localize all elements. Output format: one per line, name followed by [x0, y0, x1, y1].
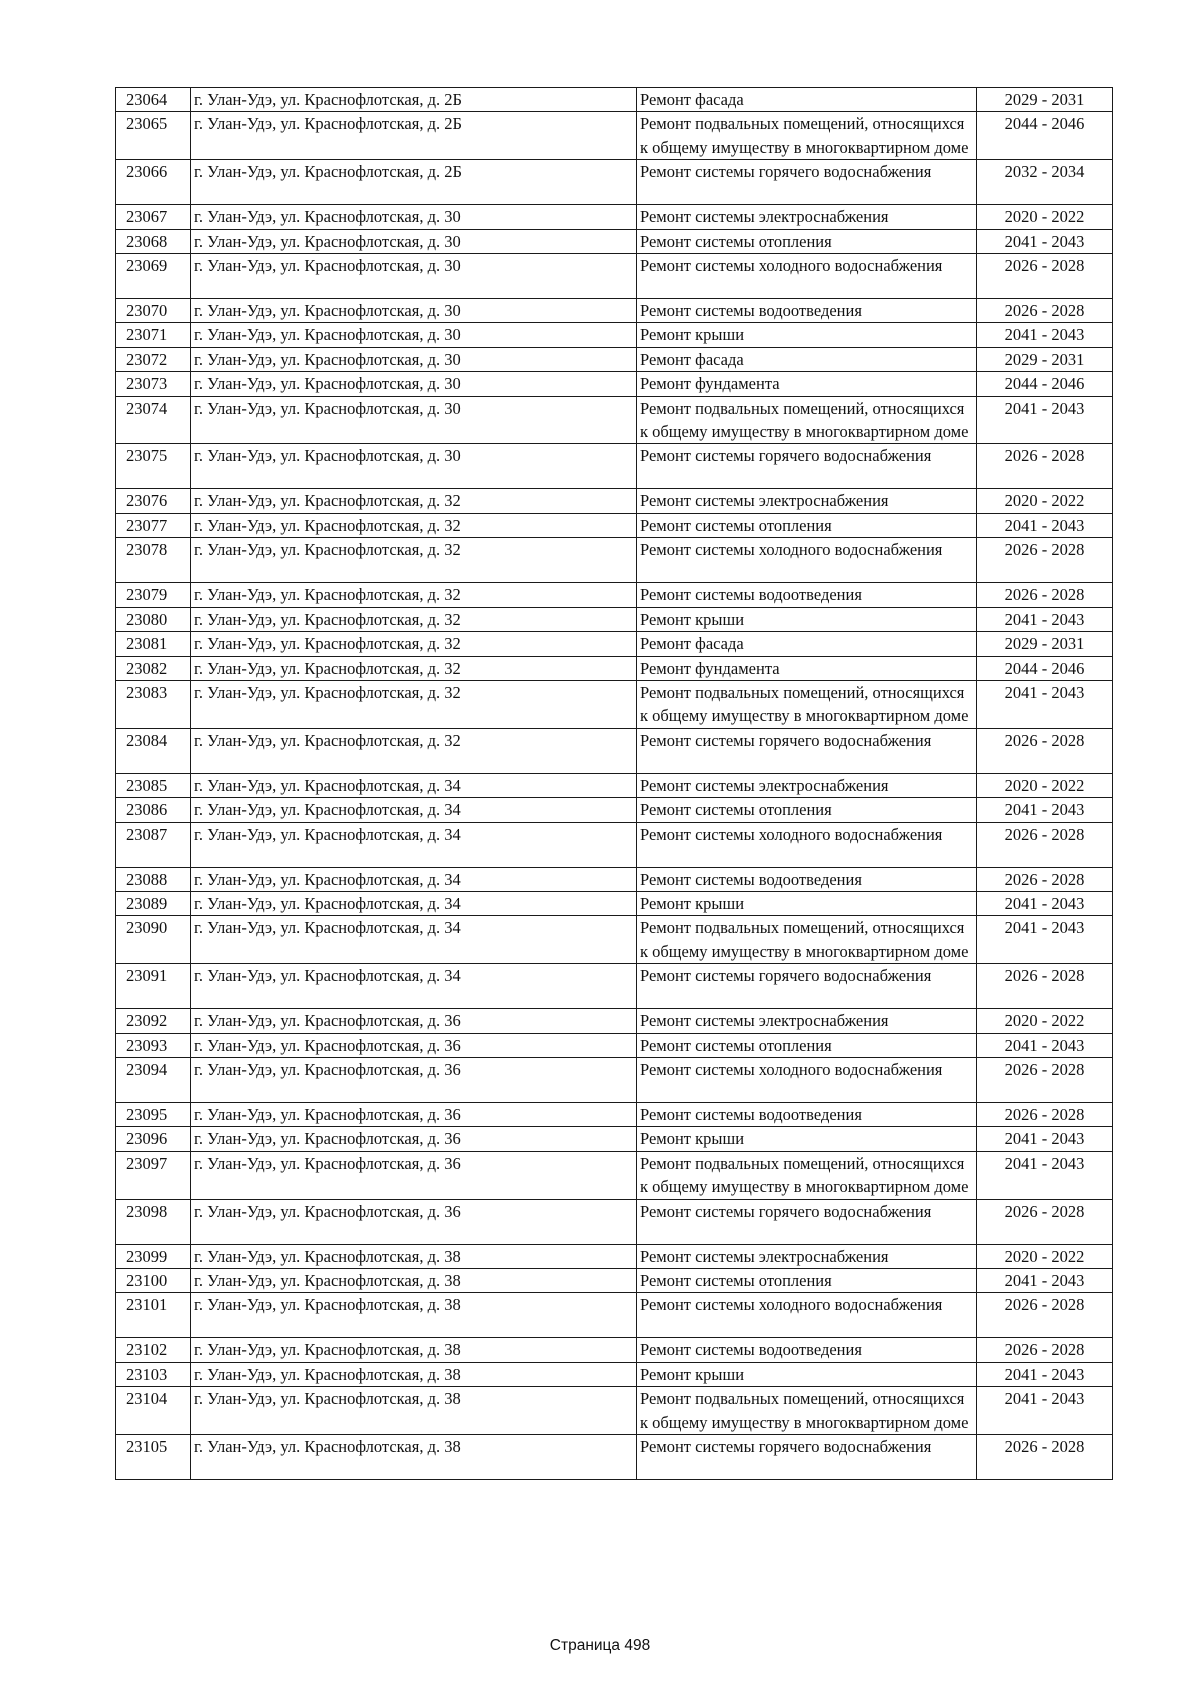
- period-cell: 2041 - 2043: [977, 1127, 1113, 1151]
- work-type-cell: Ремонт системы электроснабжения: [637, 773, 977, 797]
- work-type-cell: Ремонт системы отопления: [637, 513, 977, 537]
- work-type-cell: Ремонт системы горячего водоснабжения: [637, 444, 977, 489]
- period-cell: 2041 - 2043: [977, 798, 1113, 822]
- row-id-cell: 23077: [116, 513, 191, 537]
- table-row: [116, 680, 1113, 728]
- table-row: [116, 396, 1113, 444]
- work-type-cell: Ремонт системы водоотведения: [637, 1102, 977, 1126]
- period-cell: 2041 - 2043: [977, 229, 1113, 253]
- row-id-cell: 23075: [116, 444, 191, 489]
- address-cell: г. Улан-Удэ, ул. Краснофлотская, д. 36: [191, 1151, 637, 1199]
- address-cell: г. Улан-Удэ, ул. Краснофлотская, д. 36: [191, 1057, 637, 1102]
- address-cell: г. Улан-Удэ, ул. Краснофлотская, д. 32: [191, 607, 637, 631]
- address-cell: г. Улан-Удэ, ул. Краснофлотская, д. 38: [191, 1435, 637, 1480]
- period-cell: 2041 - 2043: [977, 1362, 1113, 1386]
- work-type-cell: Ремонт системы горячего водоснабжения: [637, 1435, 977, 1480]
- table-row: [116, 1199, 1113, 1244]
- address-cell: г. Улан-Удэ, ул. Краснофлотская, д. 36: [191, 1127, 637, 1151]
- work-type-cell: Ремонт фундамента: [637, 656, 977, 680]
- table-row: [116, 444, 1113, 489]
- address-cell: г. Улан-Удэ, ул. Краснофлотская, д. 32: [191, 513, 637, 537]
- period-cell: 2020 - 2022: [977, 205, 1113, 229]
- period-cell: 2020 - 2022: [977, 489, 1113, 513]
- address-cell: г. Улан-Удэ, ул. Краснофлотская, д. 38: [191, 1269, 637, 1293]
- work-type-cell: Ремонт системы электроснабжения: [637, 489, 977, 513]
- row-id-cell: 23081: [116, 632, 191, 656]
- address-cell: г. Улан-Удэ, ул. Краснофлотская, д. 32: [191, 728, 637, 773]
- table-row: [116, 299, 1113, 323]
- work-type-cell: Ремонт системы электроснабжения: [637, 1009, 977, 1033]
- table-row: [116, 1057, 1113, 1102]
- period-cell: 2026 - 2028: [977, 1057, 1113, 1102]
- table-row: [116, 489, 1113, 513]
- address-cell: г. Улан-Удэ, ул. Краснофлотская, д. 38: [191, 1387, 637, 1435]
- period-cell: 2026 - 2028: [977, 728, 1113, 773]
- table-row: [116, 160, 1113, 205]
- table-row: [116, 538, 1113, 583]
- period-cell: 2041 - 2043: [977, 680, 1113, 728]
- period-cell: 2026 - 2028: [977, 822, 1113, 867]
- table-row: [116, 1244, 1113, 1268]
- work-type-cell: Ремонт подвальных помещений, относящихся к общему имуществу в многоквартирном доме: [637, 112, 977, 160]
- address-cell: г. Улан-Удэ, ул. Краснофлотская, д. 34: [191, 867, 637, 891]
- row-id-cell: 23070: [116, 299, 191, 323]
- work-type-cell: Ремонт крыши: [637, 891, 977, 915]
- work-type-cell: Ремонт подвальных помещений, относящихся к общему имуществу в многоквартирном доме: [637, 680, 977, 728]
- work-type-cell: Ремонт крыши: [637, 323, 977, 347]
- table-row: [116, 372, 1113, 396]
- work-type-cell: Ремонт системы холодного водоснабжения: [637, 538, 977, 583]
- address-cell: г. Улан-Удэ, ул. Краснофлотская, д. 38: [191, 1362, 637, 1386]
- table-row: [116, 822, 1113, 867]
- period-cell: 2026 - 2028: [977, 583, 1113, 607]
- row-id-cell: 23083: [116, 680, 191, 728]
- table-row: [116, 632, 1113, 656]
- period-cell: 2026 - 2028: [977, 1435, 1113, 1480]
- period-cell: 2044 - 2046: [977, 656, 1113, 680]
- address-cell: г. Улан-Удэ, ул. Краснофлотская, д. 34: [191, 891, 637, 915]
- period-cell: 2041 - 2043: [977, 1387, 1113, 1435]
- row-id-cell: 23097: [116, 1151, 191, 1199]
- table-row: [116, 323, 1113, 347]
- address-cell: г. Улан-Удэ, ул. Краснофлотская, д. 36: [191, 1102, 637, 1126]
- table-row: [116, 1387, 1113, 1435]
- work-type-cell: Ремонт системы горячего водоснабжения: [637, 1199, 977, 1244]
- table-row: [116, 867, 1113, 891]
- work-type-cell: Ремонт крыши: [637, 1127, 977, 1151]
- work-type-cell: Ремонт фундамента: [637, 372, 977, 396]
- address-cell: г. Улан-Удэ, ул. Краснофлотская, д. 32: [191, 680, 637, 728]
- table-row: [116, 1362, 1113, 1386]
- work-type-cell: Ремонт подвальных помещений, относящихся к общему имуществу в многоквартирном доме: [637, 1151, 977, 1199]
- row-id-cell: 23094: [116, 1057, 191, 1102]
- address-cell: г. Улан-Удэ, ул. Краснофлотская, д. 36: [191, 1009, 637, 1033]
- address-cell: г. Улан-Удэ, ул. Краснофлотская, д. 34: [191, 822, 637, 867]
- row-id-cell: 23102: [116, 1338, 191, 1362]
- row-id-cell: 23065: [116, 112, 191, 160]
- work-type-cell: Ремонт системы горячего водоснабжения: [637, 728, 977, 773]
- row-id-cell: 23105: [116, 1435, 191, 1480]
- row-id-cell: 23086: [116, 798, 191, 822]
- table-row: [116, 229, 1113, 253]
- row-id-cell: 23066: [116, 160, 191, 205]
- address-cell: г. Улан-Удэ, ул. Краснофлотская, д. 32: [191, 538, 637, 583]
- period-cell: 2020 - 2022: [977, 1009, 1113, 1033]
- period-cell: 2041 - 2043: [977, 323, 1113, 347]
- table-row: [116, 112, 1113, 160]
- address-cell: г. Улан-Удэ, ул. Краснофлотская, д. 34: [191, 964, 637, 1009]
- period-cell: 2026 - 2028: [977, 1199, 1113, 1244]
- address-cell: г. Улан-Удэ, ул. Краснофлотская, д. 30: [191, 299, 637, 323]
- row-id-cell: 23073: [116, 372, 191, 396]
- row-id-cell: 23101: [116, 1293, 191, 1338]
- period-cell: 2026 - 2028: [977, 867, 1113, 891]
- table-row: [116, 347, 1113, 371]
- period-cell: 2026 - 2028: [977, 254, 1113, 299]
- address-cell: г. Улан-Удэ, ул. Краснофлотская, д. 30: [191, 205, 637, 229]
- row-id-cell: 23085: [116, 773, 191, 797]
- period-cell: 2041 - 2043: [977, 1033, 1113, 1057]
- address-cell: г. Улан-Удэ, ул. Краснофлотская, д. 30: [191, 254, 637, 299]
- row-id-cell: 23074: [116, 396, 191, 444]
- row-id-cell: 23087: [116, 822, 191, 867]
- work-type-cell: Ремонт системы водоотведения: [637, 867, 977, 891]
- row-id-cell: 23093: [116, 1033, 191, 1057]
- row-id-cell: 23088: [116, 867, 191, 891]
- table-row: [116, 1033, 1113, 1057]
- period-cell: 2020 - 2022: [977, 1244, 1113, 1268]
- period-cell: 2026 - 2028: [977, 299, 1113, 323]
- period-cell: 2029 - 2031: [977, 632, 1113, 656]
- row-id-cell: 23068: [116, 229, 191, 253]
- period-cell: 2020 - 2022: [977, 773, 1113, 797]
- address-cell: г. Улан-Удэ, ул. Краснофлотская, д. 38: [191, 1338, 637, 1362]
- work-type-cell: Ремонт системы отопления: [637, 1269, 977, 1293]
- period-cell: 2032 - 2034: [977, 160, 1113, 205]
- table-row: [116, 1338, 1113, 1362]
- address-cell: г. Улан-Удэ, ул. Краснофлотская, д. 30: [191, 323, 637, 347]
- period-cell: 2041 - 2043: [977, 1151, 1113, 1199]
- period-cell: 2026 - 2028: [977, 538, 1113, 583]
- row-id-cell: 23067: [116, 205, 191, 229]
- table-row: [116, 891, 1113, 915]
- address-cell: г. Улан-Удэ, ул. Краснофлотская, д. 34: [191, 798, 637, 822]
- work-type-cell: Ремонт подвальных помещений, относящихся к общему имуществу в многоквартирном доме: [637, 916, 977, 964]
- address-cell: г. Улан-Удэ, ул. Краснофлотская, д. 30: [191, 229, 637, 253]
- address-cell: г. Улан-Удэ, ул. Краснофлотская, д. 2Б: [191, 160, 637, 205]
- address-cell: г. Улан-Удэ, ул. Краснофлотская, д. 30: [191, 347, 637, 371]
- repair-schedule-table: [115, 87, 1113, 1480]
- work-type-cell: Ремонт крыши: [637, 607, 977, 631]
- work-type-cell: Ремонт системы горячего водоснабжения: [637, 160, 977, 205]
- row-id-cell: 23096: [116, 1127, 191, 1151]
- address-cell: г. Улан-Удэ, ул. Краснофлотская, д. 2Б: [191, 88, 637, 112]
- row-id-cell: 23098: [116, 1199, 191, 1244]
- table-row: [116, 1435, 1113, 1480]
- period-cell: 2044 - 2046: [977, 112, 1113, 160]
- table-row: [116, 1269, 1113, 1293]
- address-cell: г. Улан-Удэ, ул. Краснофлотская, д. 32: [191, 656, 637, 680]
- row-id-cell: 23080: [116, 607, 191, 631]
- table-row: [116, 1293, 1113, 1338]
- work-type-cell: Ремонт системы водоотведения: [637, 1338, 977, 1362]
- work-type-cell: Ремонт системы холодного водоснабжения: [637, 254, 977, 299]
- row-id-cell: 23071: [116, 323, 191, 347]
- work-type-cell: Ремонт крыши: [637, 1362, 977, 1386]
- work-type-cell: Ремонт системы электроснабжения: [637, 1244, 977, 1268]
- address-cell: г. Улан-Удэ, ул. Краснофлотская, д. 32: [191, 632, 637, 656]
- period-cell: 2041 - 2043: [977, 396, 1113, 444]
- work-type-cell: Ремонт системы отопления: [637, 798, 977, 822]
- work-type-cell: Ремонт фасада: [637, 88, 977, 112]
- period-cell: 2041 - 2043: [977, 891, 1113, 915]
- work-type-cell: Ремонт системы холодного водоснабжения: [637, 1057, 977, 1102]
- address-cell: г. Улан-Удэ, ул. Краснофлотская, д. 34: [191, 773, 637, 797]
- address-cell: г. Улан-Удэ, ул. Краснофлотская, д. 36: [191, 1033, 637, 1057]
- work-type-cell: Ремонт системы электроснабжения: [637, 205, 977, 229]
- table-row: [116, 607, 1113, 631]
- row-id-cell: 23095: [116, 1102, 191, 1126]
- row-id-cell: 23104: [116, 1387, 191, 1435]
- row-id-cell: 23100: [116, 1269, 191, 1293]
- row-id-cell: 23069: [116, 254, 191, 299]
- row-id-cell: 23092: [116, 1009, 191, 1033]
- period-cell: 2026 - 2028: [977, 1102, 1113, 1126]
- page-number: Страница 498: [549, 1637, 651, 1654]
- row-id-cell: 23072: [116, 347, 191, 371]
- address-cell: г. Улан-Удэ, ул. Краснофлотская, д. 32: [191, 583, 637, 607]
- address-cell: г. Улан-Удэ, ул. Краснофлотская, д. 38: [191, 1293, 637, 1338]
- table-row: [116, 656, 1113, 680]
- table-row: [116, 1127, 1113, 1151]
- table-row: [116, 1009, 1113, 1033]
- row-id-cell: 23089: [116, 891, 191, 915]
- period-cell: 2026 - 2028: [977, 1293, 1113, 1338]
- row-id-cell: 23078: [116, 538, 191, 583]
- period-cell: 2041 - 2043: [977, 607, 1113, 631]
- period-cell: 2044 - 2046: [977, 372, 1113, 396]
- work-type-cell: Ремонт системы отопления: [637, 1033, 977, 1057]
- period-cell: 2026 - 2028: [977, 964, 1113, 1009]
- work-type-cell: Ремонт подвальных помещений, относящихся к общему имуществу в многоквартирном доме: [637, 396, 977, 444]
- table-row: [116, 1151, 1113, 1199]
- work-type-cell: Ремонт подвальных помещений, относящихся к общему имуществу в многоквартирном доме: [637, 1387, 977, 1435]
- address-cell: г. Улан-Удэ, ул. Краснофлотская, д. 32: [191, 489, 637, 513]
- row-id-cell: 23099: [116, 1244, 191, 1268]
- work-type-cell: Ремонт системы холодного водоснабжения: [637, 1293, 977, 1338]
- period-cell: 2029 - 2031: [977, 88, 1113, 112]
- work-type-cell: Ремонт системы холодного водоснабжения: [637, 822, 977, 867]
- address-cell: г. Улан-Удэ, ул. Краснофлотская, д. 34: [191, 916, 637, 964]
- period-cell: 2026 - 2028: [977, 444, 1113, 489]
- table-row: [116, 798, 1113, 822]
- table-row: [116, 513, 1113, 537]
- address-cell: г. Улан-Удэ, ул. Краснофлотская, д. 30: [191, 444, 637, 489]
- row-id-cell: 23103: [116, 1362, 191, 1386]
- row-id-cell: 23082: [116, 656, 191, 680]
- work-type-cell: Ремонт фасада: [637, 632, 977, 656]
- table-row: [116, 773, 1113, 797]
- work-type-cell: Ремонт системы отопления: [637, 229, 977, 253]
- row-id-cell: 23079: [116, 583, 191, 607]
- table-row: [116, 205, 1113, 229]
- table-row: [116, 728, 1113, 773]
- period-cell: 2041 - 2043: [977, 1269, 1113, 1293]
- table-row: [116, 964, 1113, 1009]
- period-cell: 2041 - 2043: [977, 916, 1113, 964]
- table-row: [116, 916, 1113, 964]
- table-body: [116, 88, 1113, 1480]
- row-id-cell: 23064: [116, 88, 191, 112]
- address-cell: г. Улан-Удэ, ул. Краснофлотская, д. 30: [191, 372, 637, 396]
- row-id-cell: 23091: [116, 964, 191, 1009]
- period-cell: 2029 - 2031: [977, 347, 1113, 371]
- period-cell: 2026 - 2028: [977, 1338, 1113, 1362]
- period-cell: 2041 - 2043: [977, 513, 1113, 537]
- address-cell: г. Улан-Удэ, ул. Краснофлотская, д. 2Б: [191, 112, 637, 160]
- row-id-cell: 23076: [116, 489, 191, 513]
- work-type-cell: Ремонт системы водоотведения: [637, 583, 977, 607]
- address-cell: г. Улан-Удэ, ул. Краснофлотская, д. 38: [191, 1244, 637, 1268]
- row-id-cell: 23084: [116, 728, 191, 773]
- address-cell: г. Улан-Удэ, ул. Краснофлотская, д. 36: [191, 1199, 637, 1244]
- table-row: [116, 583, 1113, 607]
- table-row: [116, 1102, 1113, 1126]
- work-type-cell: Ремонт системы водоотведения: [637, 299, 977, 323]
- row-id-cell: 23090: [116, 916, 191, 964]
- address-cell: г. Улан-Удэ, ул. Краснофлотская, д. 30: [191, 396, 637, 444]
- work-type-cell: Ремонт фасада: [637, 347, 977, 371]
- work-type-cell: Ремонт системы горячего водоснабжения: [637, 964, 977, 1009]
- table-row: [116, 88, 1113, 112]
- table-row: [116, 254, 1113, 299]
